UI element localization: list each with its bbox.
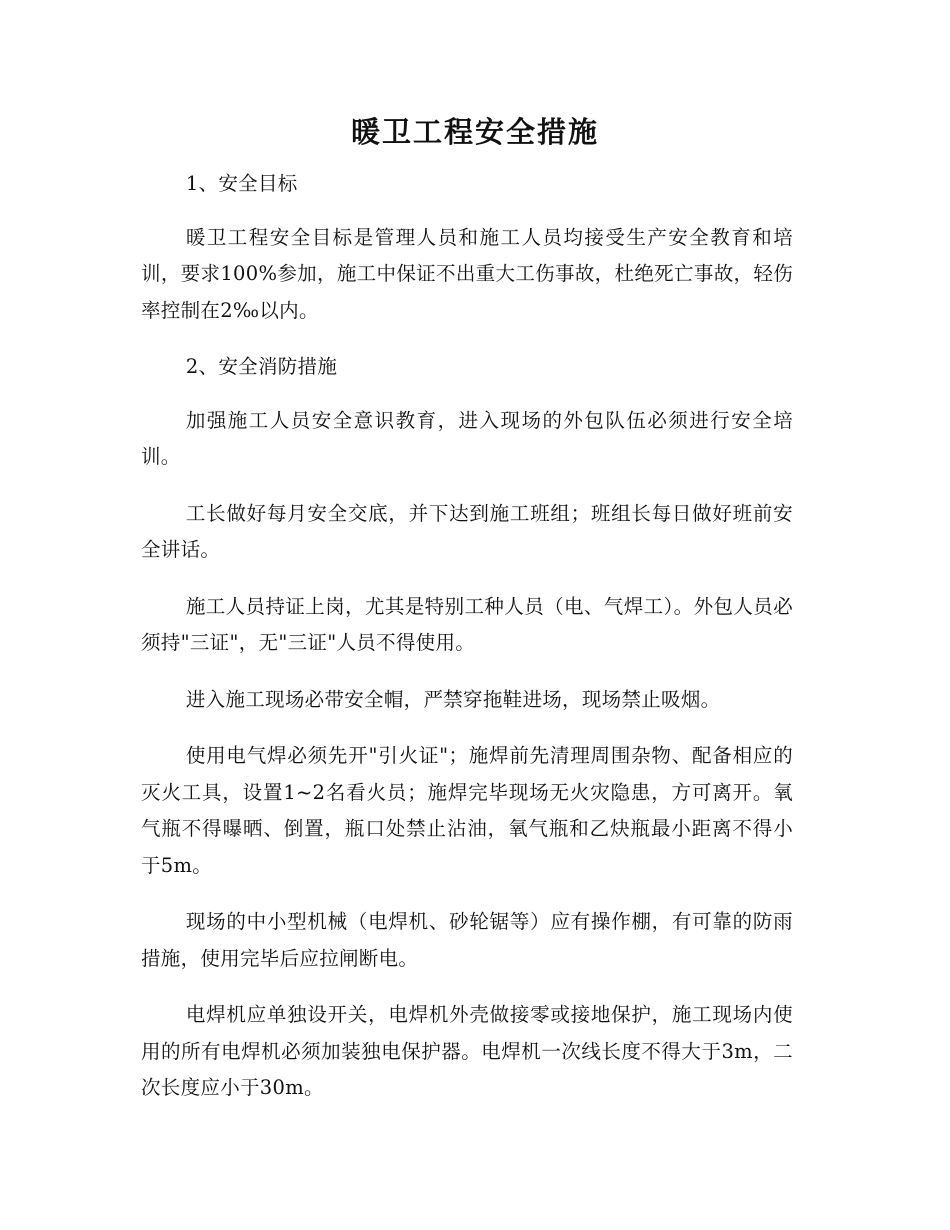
section-heading-fire-safety: 2、安全消防措施 — [185, 355, 338, 378]
paragraph-safety-training: 加强施工人员安全意识教育，进入现场的外包队伍必须进行安全培训。 — [141, 408, 793, 468]
document-body — [141, 166, 793, 1127]
paragraph-safety-goal: 暖卫工程安全目标是管理人员和施工人员均接受生产安全教育和培训，要求100%参加，施工中保证不出重大工伤事故，杜绝死亡事故，轻伤率控制在2‰以内。 — [141, 225, 793, 322]
paragraph-certification: 施工人员持证上岗，尤其是特别工种人员（电、气焊工）。外包人员必须持"三证"，无"三证"人员不得使用。 — [141, 594, 793, 654]
paragraph-machinery-shelter: 现场的中小型机械（电焊机、砂轮锯等）应有操作棚，有可靠的防雨措施，使用完毕后应拉闸断电。 — [141, 910, 793, 970]
section-heading-safety-goal: 1、安全目标 — [185, 172, 298, 195]
document-title: 暖卫工程安全措施 — [350, 115, 599, 149]
paragraph-safety-briefing: 工长做好每月安全交底，并下达到施工班组；班组长每日做好班前安全讲话。 — [141, 501, 793, 561]
paragraph-welder-electrical: 电焊机应单独设开关，电焊机外壳做接零或接地保护，施工现场内使用的所有电焊机必须加装独电保护器。电焊机一次线长度不得大于3m，二次长度应小于30m。 — [141, 1003, 793, 1099]
paragraph-welding-rules: 使用电气焊必须先开"引火证"；施焊前先清理周围杂物、配备相应的灭火工具，设置1~2名看火员；施焊完毕现场无火灾隐患，方可离开。氧气瓶不得曝晒、倒置，瓶口处禁止沾油，氧气瓶和乙炔瓶最小距离不得小于5m。 — [141, 744, 793, 877]
paragraph-site-rules: 进入施工现场必带安全帽，严禁穿拖鞋进场，现场禁止吸烟。 — [185, 687, 721, 711]
